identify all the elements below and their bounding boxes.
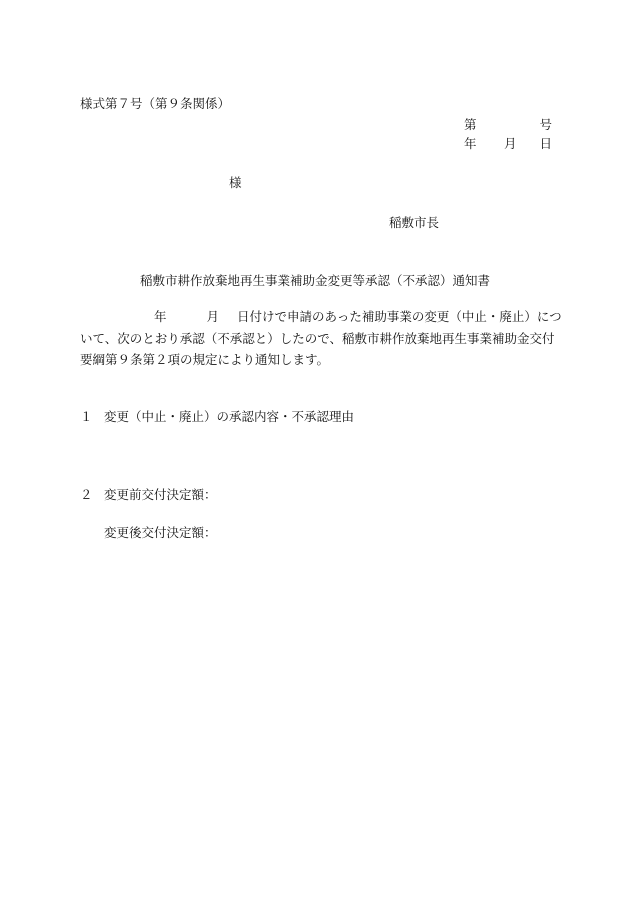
sender-name: 稲敷市長 — [389, 215, 440, 230]
item-2 — [80, 487, 217, 503]
item-1 — [80, 409, 354, 425]
date-month-unit: 月 — [504, 136, 517, 151]
item-2-label: 変更前交付決定額： — [104, 487, 217, 502]
item-1-label: 変更（中止・廃止）の承認内容・不承認理由 — [104, 409, 355, 424]
item-1-number: １ — [80, 409, 93, 424]
item-2-number: ２ — [80, 487, 93, 502]
body-paragraph — [80, 306, 562, 371]
form-number: 様式第７号（第９条関係） — [80, 96, 231, 111]
body-year-unit: 年 — [154, 309, 167, 324]
document-title: 稲敷市耕作放棄地再生事業補助金変更等承認（不承認）通知書 — [139, 273, 490, 288]
date-year-unit: 年 — [464, 136, 477, 151]
body-line-2: いて、次のとおり承認（不承認と）したので、稲敷市耕作放棄地再生事業補助金交付 — [80, 330, 555, 346]
body-line-1 — [80, 306, 562, 328]
body-line-1-text: 日付けで申請のあった補助事業の変更（中止・廃止）につ — [237, 309, 562, 324]
document-number-suffix: 号 — [539, 117, 552, 132]
body-month-unit: 月 — [206, 309, 220, 324]
recipient-honorific: 様 — [229, 175, 242, 190]
date-day-unit: 日 — [539, 136, 552, 151]
body-line-3: 要綱第９条第２項の規定により通知します。 — [80, 352, 330, 367]
document-number-prefix: 第 — [464, 117, 477, 132]
item-2-sub-label: 変更後交付決定額： — [104, 525, 217, 540]
